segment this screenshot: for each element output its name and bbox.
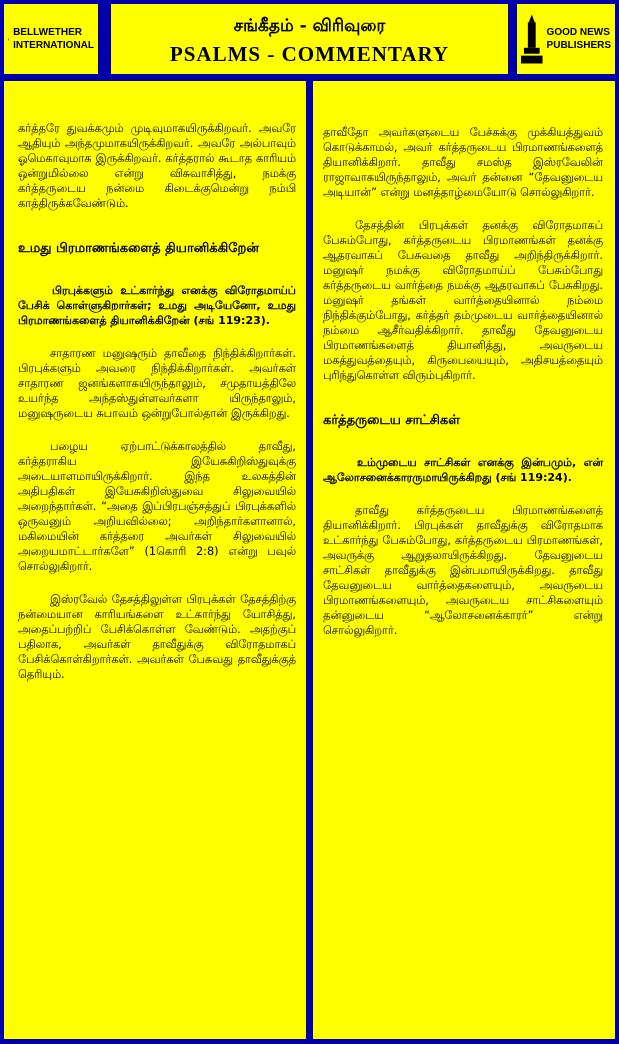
logo-right-line1: GOOD NEWS xyxy=(546,27,610,38)
left-paragraph-1: கர்த்தரே துவக்கமும் முடிவுமாகயிருக்கிறவர். அவரே ஆதியும் அந்தமுமாகயிருக்கிறவர். அவரே அல்பாவும் ஓமெகாவுமாக இருக்கிறவர். கர்த்தரால் கூடாத காரியம் ஒன்றுமில்லை என்று விசுவாசித்து, நமக்கு கர்த்தருடைய நன்மை கிடைக்குமென்று நம்பி காத்திருக்கவேண்டும். xyxy=(18,122,296,210)
right-paragraph-1: தாவீதோ அவர்களுடைய பேச்சுக்கு முக்கியத்துவம் கொடுக்காமல், அவர் கர்த்தருடைய பிரமாணங்களைத் தியானிக்கிறார். தாவீது சமஸ்த இஸ்ரவேலின் ராஜாவாகயிருந்தாலும், அவர் தன்னை “தேவனுடைய அடியான்” என்று மனத்தாழ்மையோடு சொல்லுகிறார். xyxy=(323,126,603,199)
right-section-heading: கர்த்தருடைய சாட்சிகள் xyxy=(323,413,460,428)
left-paragraph-3: பழைய ஏற்பாட்டுக்காலத்தில் தாவீது, கர்த்தராகிய இயேசுகிறிஸ்துவுக்கு அடையாளமாயிருக்கிறார். இந்த உலகத்தின் அதிபதிகள் இயேசுகிறிஸ்துவை சிலுவையில் அறைந்தார்கள். “அதை இப்பிரபஞ்சத்துப் பிரபுக்களில் ஒருவனும் அறியவில்லை; அறிந்தார்களானால், மகிமையின் கர்த்தரை அவர்கள் சிலுவையில் அறையமாட்டார்களே” (1கொரி 2:8) என்று பவுல் சொல்லுகிறார். xyxy=(18,440,296,573)
right-paragraph-3: தாவீது கர்த்தருடைய பிரமாணங்களைத் தியானிக்கிறார். பிரபுக்கள் தாவீதுக்கு விரோதமாக உட்கார்ந்து பேசும்போது, கர்த்தருடைய பிரமாணங்கள், அவருக்கு ஆறுதலாயிருக்கிறது. தேவனுடைய சாட்சிகள் தாவீதுக்கு இன்பமாயிருக்கிறது. தாவீது தேவனுடைய வார்த்தைகளையும், அவருடைய பிரமாணங்களையும், அவருடைய சாட்சிகளையும் தன்னுடைய “ஆலோசனைக்காரர்” என்று சொல்லுகிறார். xyxy=(323,504,603,637)
left-paragraph-4: இஸ்ரவேல் தேசத்திலுள்ள பிரபுக்கள் தேசத்திற்கு நன்மையான காரியங்களை உட்கார்ந்து யோசித்து, அதைப்பற்றிப் பேசிக்கொள்ள வேண்டும். அதற்குப் பதிலாக, அவர்கள் தாவீதுக்கு விரோதமாகப் பேசிக்கொள்கிறார்கள். அவர்கள் பேசுவது தாவீதுக்குத் தெரியும். xyxy=(18,593,296,681)
left-verse: பிரபுக்களும் உட்கார்ந்து எனக்கு விரோதமாய்ப் பேசிக் கொள்ளுகிறார்கள்; உமது அடியேனோ, உமது பிரமாணங்களைத் தியானிக்கிறேன் (சங் 119:23). xyxy=(18,284,296,327)
logo-right-line2: PUBLISHERS xyxy=(546,40,611,51)
logo-left-line2: INTERNATIONAL xyxy=(13,40,94,51)
left-section-heading: உமது பிரமாணங்களைத் தியானிக்கிறேன் xyxy=(18,241,259,256)
page-header xyxy=(111,4,508,74)
right-column xyxy=(313,81,615,1039)
bellwether-logo xyxy=(4,4,98,74)
bellwether-logo-text xyxy=(13,26,94,52)
right-paragraph-2: தேசத்தின் பிரபுக்கள் தனக்கு விரோதமாகப் பேசும்போது, கர்த்தருடைய பிரமாணங்கள் தனக்கு ஆதரவாகப் பேசுவதை தாவீது அறிந்திருக்கிறார். மனுஷர் நமக்கு விரோதமாய்ப் பேசும்போது கர்த்தருடைய வார்த்தை நமக்கு ஆதரவாகப் பேசுகிறது. மனுஷர் தங்கள் வார்த்தையினால் நம்மை நிந்திக்கும்போது, கர்த்தர் தம்முடைய வார்த்தையினால் நம்மை ஆசீர்வதிக்கிறார். தாவீது தேவனுடைய பிரமாணங்களைத் தியானித்து, அவருடைய மகத்துவத்தையும், கிருபையையும், அதிசயத்தையும் புரிந்துகொள்ள விரும்புகிறார். xyxy=(323,219,603,382)
left-column xyxy=(4,81,306,1039)
right-verse: உம்முடைய சாட்சிகள் எனக்கு இன்பமும், என் ஆலோசனைக்காரருமாயிருக்கிறது (சங் 119:24). xyxy=(323,456,603,484)
page-title-english: PSALMS - COMMENTARY xyxy=(169,42,450,66)
good-news-logo xyxy=(517,4,615,74)
page-title-tamil: சங்கீதம் - விரிவுரை xyxy=(233,16,386,36)
good-news-logo-text xyxy=(547,26,611,52)
lamp-icon xyxy=(521,12,543,66)
lamp-icon xyxy=(8,12,9,66)
left-paragraph-2: சாதாரண மனுஷரும் தாவீதை நிந்திக்கிறார்கள். பிரபுக்களும் அவரை நிந்திக்கிறார்கள். அவர்கள் சாதாரண ஜனங்களாகயிருந்தாலும், சமுதாயத்திலே உயர்ந்த அந்தஸ்துள்ளவர்களா யிருந்தாலும், மனுஷருடைய சுபாவம் ஒன்றுபோல்தான் இருக்கிறது. xyxy=(18,347,296,420)
logo-left-line1: BELLWETHER xyxy=(13,27,82,38)
